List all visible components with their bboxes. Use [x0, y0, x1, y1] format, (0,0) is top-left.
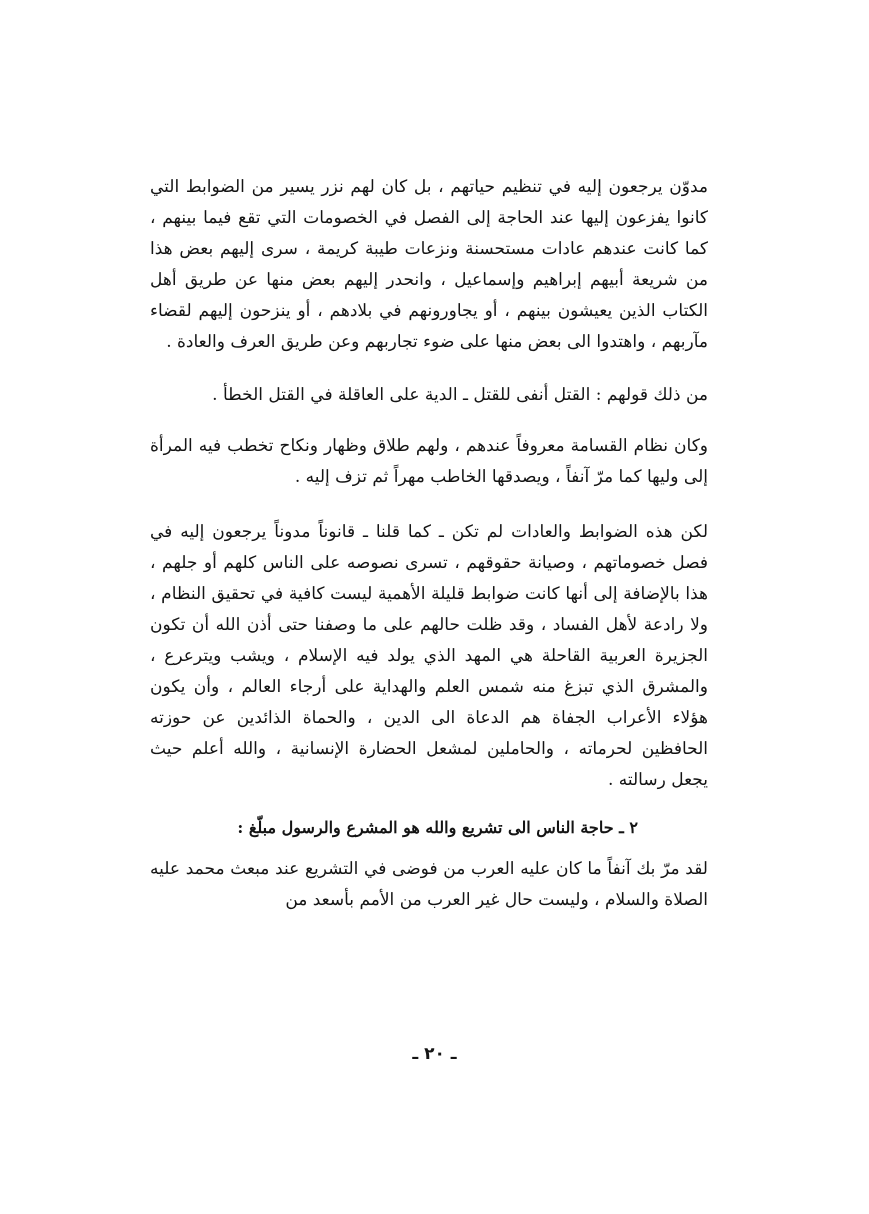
- quoted-maxims: من ذلك قولهم : القتل أنفى للقتل ـ الدية على العاقلة في القتل الخطأ .: [212, 385, 708, 405]
- paragraph-3: لكن هذه الضوابط والعادات لم تكن ـ كما قلنا ـ قانوناً مدوناً يرجعون إليه في فصل خصوماتهم ، وصيانة حقوقهم ، تسرى نصوصه على الناس كلهم أو جلهم ، هذا بالإضافة إلى أنها كانت ضوابط قليلة الأهمية ليست كافية في تحقيق النظام ، ولا رادعة لأهل الفساد ، وقد ظلت حالهم على ما وصفنا حتى أذن الله أن تكون الجزيرة العربية القاحلة هي المهد الذي يولد فيه الإسلام ، ويشب ويترعرع ، والمشرق الذي تبزغ منه شمس العلم والهداية على أرجاء العالم ، وأن يكون هؤلاء الأعراب الجفاة هم الدعاة الى الدين ، والحماة الذائدين عن حوزته الحافظين لحرماته ، والحاملين لمشعل الحضارة الإنسانية ، والله أعلم حيث يجعل رسالته .: [150, 522, 708, 790]
- page-number: ـ ٢٠ ـ: [412, 1044, 457, 1064]
- section-heading: ٢ ـ حاجة الناس الى تشريع والله هو المشرع والرسول مبلّغ :: [237, 818, 638, 837]
- paragraph-4: لقد مرّ بك آنفاً ما كان عليه العرب من فوضى في التشريع عند مبعث محمد عليه الصلاة والسلام ، وليست حال غير العرب من الأمم بأسعد من: [150, 859, 708, 910]
- page-body: [150, 172, 708, 916]
- paragraph-2: وكان نظام القسامة معروفاً عندهم ، ولهم طلاق وظهار ونكاح تخطب فيه المرأة إلى وليها كما مرّ آنفاً ، ويصدقها الخاطب مهراً ثم تزف إليه .: [150, 436, 708, 487]
- paragraph-1: مدوّن يرجعون إليه في تنظيم حياتهم ، بل كان لهم نزر يسير من الضوابط التي كانوا يفزعون إليها عند الحاجة إلى الفصل في الخصومات التي تقع فيما بينهم ، كما كانت عندهم عادات مستحسنة ونزعات طيبة كريمة ، سرى إليهم بعض هذا من شريعة أبيهم إبراهيم وإسماعيل ، وانحدر إليهم بعض منها عن طريق أهل الكتاب الذين يعيشون بينهم ، أو يجاورونهم في بلادهم ، أو ينزحون إليهم لقضاء مآربهم ، واهتدوا الى بعض منها على ضوء تجاربهم وعن طريق العرف والعادة .: [150, 177, 708, 352]
